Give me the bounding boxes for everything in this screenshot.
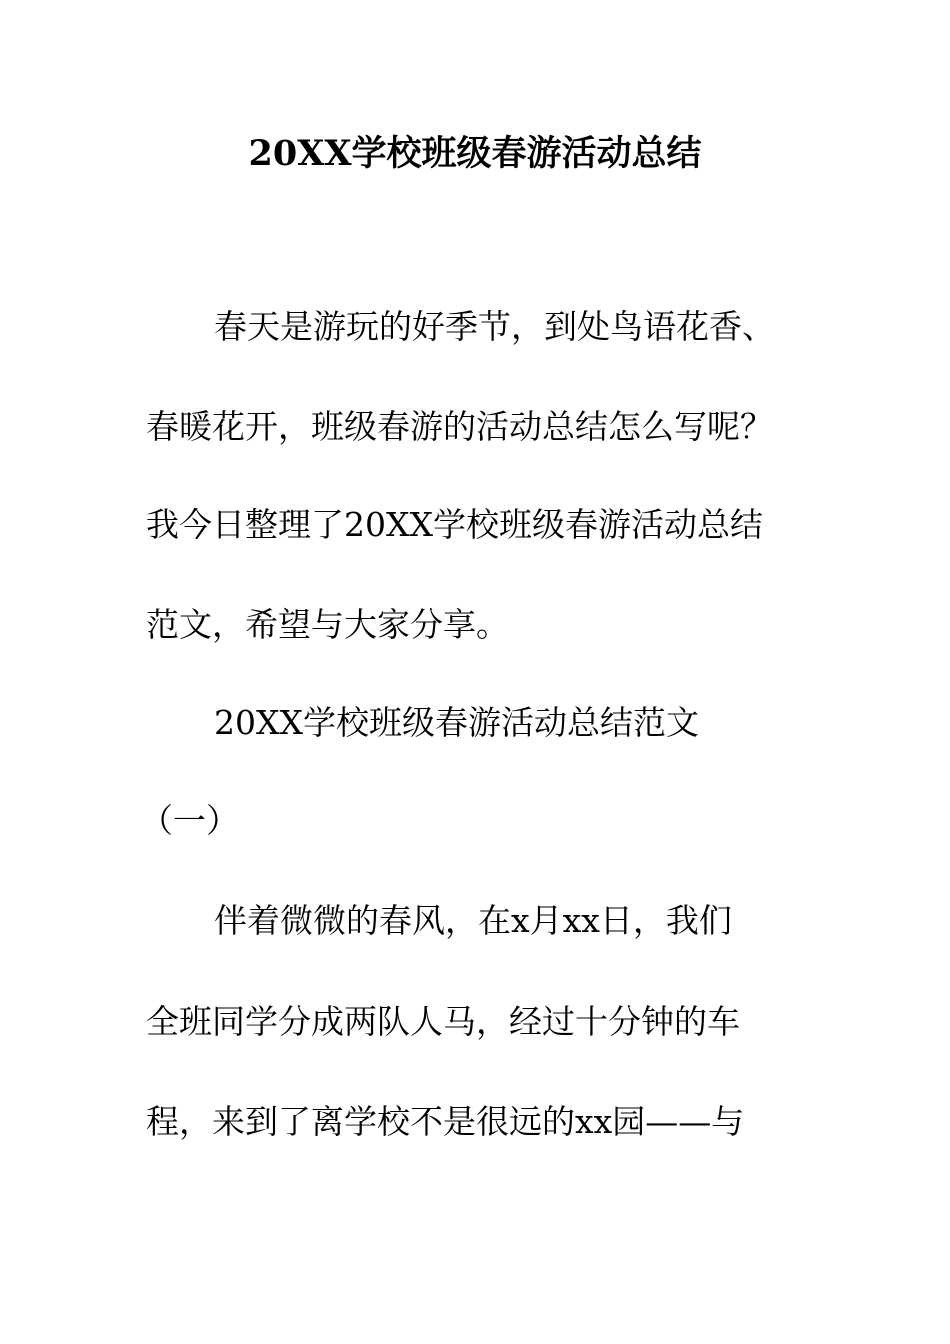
paragraph-line: 范文，希望与大家分享。 [146, 605, 509, 644]
paragraph-line: 春天是游玩的好季节，到处鸟语花香、 [214, 307, 775, 346]
paragraph-line: 全班同学分成两队人马，经过十分钟的车 [146, 1002, 740, 1041]
paragraph-line: 我今日整理了20XX学校班级春游活动总结 [146, 505, 763, 544]
paragraph-line: 伴着微微的春风，在x月xx日，我们 [214, 901, 732, 940]
paragraph-line: 春暖花开，班级春游的活动总结怎么写呢？ [146, 407, 773, 446]
document-title: 20XX学校班级春游活动总结 [248, 133, 702, 174]
paragraph-line: 程，来到了离学校不是很远的xx园——与 [146, 1102, 745, 1141]
section-number: （一） [140, 801, 239, 840]
section-heading: 20XX学校班级春游活动总结范文 [214, 703, 699, 742]
